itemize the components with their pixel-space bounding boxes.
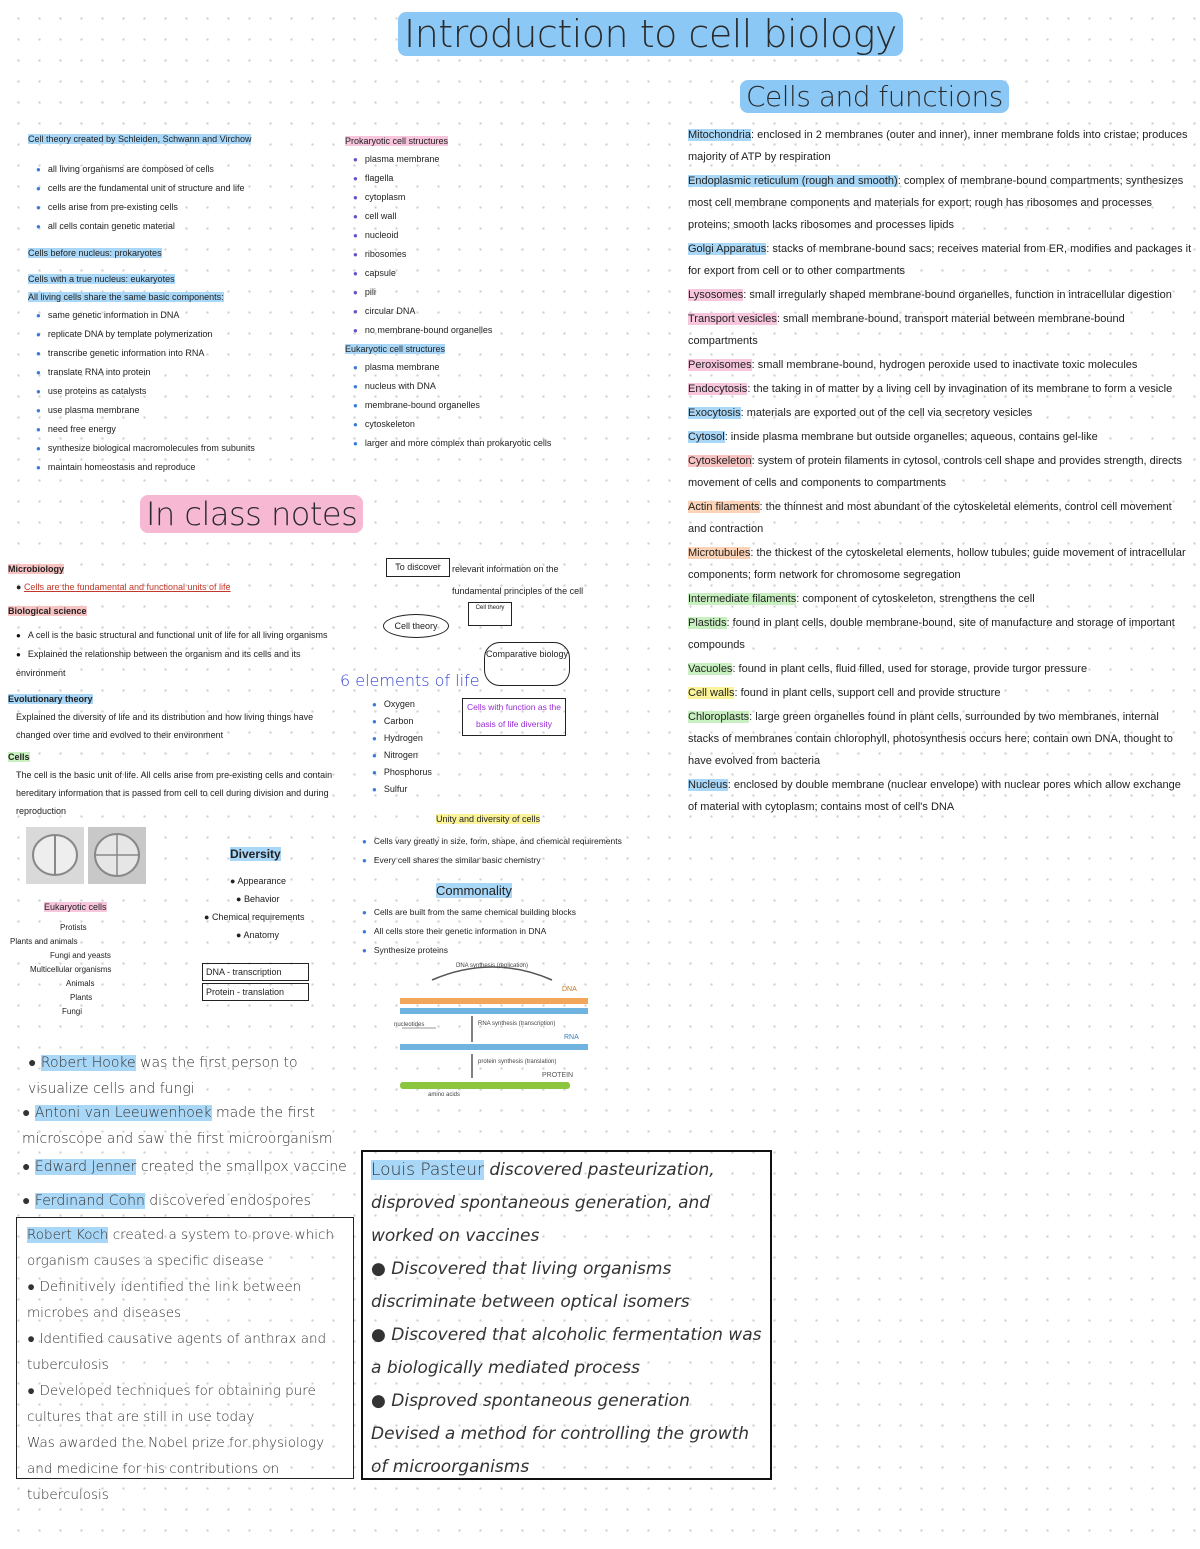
list-item: ● Phosphorus — [372, 764, 432, 781]
list-item: Plants and animals — [10, 937, 78, 946]
koch-nobel: Was awarded the Nobel prize for physiology and medicine for his contributions on tuberculosis — [27, 1435, 325, 1503]
pasteur-last: Devised a method for controlling the growth of microorganisms — [371, 1424, 750, 1477]
commonality-heading: Commonality — [436, 883, 512, 898]
organelle-term: Cell walls — [688, 687, 735, 699]
purple-box: Cells with function as the basis of life diversity — [462, 698, 566, 736]
list-item: ● Explained the relationship between the organism and its cells and its environment — [16, 645, 348, 682]
biological-science-list — [8, 626, 348, 682]
organelle-term: Cytoskeleton — [688, 455, 752, 467]
cell-theory-oval: Cell theory — [383, 614, 449, 638]
list-item: ● same genetic information in DNA — [36, 306, 333, 325]
discover-text: relevant information on the fundamental principles of the cell — [452, 564, 584, 596]
protein-label: PROTEIN — [542, 1072, 574, 1079]
unity-section — [362, 810, 652, 960]
commonality-list — [362, 903, 652, 960]
organelle-term: Cytosol — [688, 431, 725, 443]
pasteur-box — [361, 1150, 772, 1480]
list-item: ● need free energy — [36, 420, 333, 439]
organelle-item — [688, 774, 1193, 818]
list-item: ● Discovered that living organisms discriminate between optical isomers — [371, 1259, 690, 1312]
organelle-term: Microtubules — [688, 547, 751, 559]
protein-translation-box: Protein - translation — [202, 983, 309, 1001]
organelle-term: Vacuoles — [688, 663, 733, 675]
list-item: ● Definitively identified the link between microbes and diseases — [27, 1279, 302, 1321]
organelle-term: Chloroplasts — [688, 711, 750, 723]
jenner-note: ● Edward Jenner created the smallpox vaccine — [22, 1159, 347, 1175]
list-item: ● Developed techniques for obtaining pure cultures that are still in use today — [27, 1383, 316, 1425]
organelle-list — [688, 124, 1193, 820]
amino-acids-label: amino acids — [428, 1092, 461, 1098]
unity-list — [362, 832, 652, 870]
list-item: ● capsule — [353, 264, 640, 283]
organelle-term: Peroxisomes — [688, 359, 752, 371]
organelle-term: Intermediate filaments — [688, 593, 797, 605]
list-item: ● all cells contain genetic material — [36, 217, 333, 236]
small-box: Cell theory — [468, 602, 512, 626]
cell-structures-section — [345, 132, 640, 453]
organelle-term: Actin filaments — [688, 501, 760, 513]
six-elements-heading: 6 elements of life — [340, 671, 480, 690]
organelle-description: : the thickest of the cytoskeletal elements, hollow tubules; guide movement of intracellular components; form network for chromosome segregation — [688, 547, 1186, 581]
organelle-description: : materials are exported out of the cell via secretory vesicles — [740, 407, 1033, 419]
list-item: ● A cell is the basic structural and functional unit of life for all living organisms — [16, 626, 348, 645]
comparative-biology-box: Comparative biology — [484, 642, 570, 686]
list-item: ● Oxygen — [372, 696, 432, 713]
koch-intro: Robert Koch created a system to prove which organism causes a specific disease — [27, 1227, 334, 1269]
list-item: ● cells are the fundamental unit of structure and life — [36, 179, 333, 198]
organelle-description: : stacks of membrane-bound sacs; receives material from ER, modifies and packages it for export from cell or to other compartments — [688, 243, 1192, 277]
organelle-item — [688, 124, 1193, 168]
pasteur-intro: Louis Pasteur discovered pasteurization, disproved spontaneous generation, and worked on vaccines — [371, 1160, 715, 1246]
list-item: Multicellular organisms — [30, 965, 112, 974]
organelle-item — [688, 402, 1193, 424]
organelle-item — [688, 354, 1193, 376]
organelle-item — [688, 588, 1193, 610]
list-item: ● use plasma membrane — [36, 401, 333, 420]
organelle-description: : found in plant cells, fluid filled, used for storage, provide turgor pressure — [732, 663, 1088, 675]
list-item: ● synthesize biological macromolecules from subunits — [36, 439, 333, 458]
prokaryotic-structures-heading: Prokaryotic cell structures — [345, 136, 449, 146]
rna-label: RNA — [564, 1034, 579, 1041]
organelle-item — [688, 378, 1193, 400]
organelle-description: : small membrane-bound, hydrogen peroxide used to inactivate toxic molecules — [751, 359, 1138, 371]
protein-synthesis-label: protein synthesis (translation) — [478, 1059, 557, 1065]
list-item: ● larger and more complex than prokaryotic cells — [353, 434, 640, 453]
eukaryotic-structures-list — [345, 358, 640, 453]
organelle-term: Mitochondria — [688, 129, 751, 141]
list-item: ● transcribe genetic information into RNA — [36, 344, 333, 363]
organelle-term: Exocytosis — [688, 407, 741, 419]
list-item: ● Hydrogen — [372, 730, 432, 747]
list-item: ● cells arise from pre-existing cells — [36, 198, 333, 217]
list-item: ● nucleus with DNA — [353, 377, 640, 396]
organelle-description: : complex of membrane-bound compartments; synthesizes most cell membrane components and materials for export; rough has ribosomes and processes proteins; smooth lacks ribosomes and processes lipids — [688, 175, 1184, 231]
list-item: ● Chemical requirements — [204, 912, 305, 922]
organelle-item — [688, 238, 1193, 282]
organelle-description: : small membrane-bound, transport material between membrane-bound compartments — [688, 313, 1125, 347]
list-item: ● maintain homeostasis and reproduce — [36, 458, 333, 477]
cell-theory-section — [28, 130, 333, 477]
organelle-item — [688, 450, 1193, 494]
list-item: Plants — [70, 993, 93, 1002]
organelle-item — [688, 612, 1193, 656]
cells-fundamental-line: ● Cells are the fundamental and functional units of life — [16, 582, 231, 592]
list-item: ● ribosomes — [353, 245, 640, 264]
shared-components-list — [28, 306, 333, 477]
list-item: ● nucleoid — [353, 226, 640, 245]
koch-box — [16, 1217, 354, 1503]
organelle-description: : found in plant cells, double membrane-bound, site of manufacture and storage of important compounds — [688, 617, 1175, 651]
organelle-term: Lysosomes — [688, 289, 744, 301]
list-item: ● pili — [353, 283, 640, 302]
organelle-description: : found in plant cells, support cell and provide structure — [734, 687, 1001, 699]
list-item: ● Cells are built from the same chemical building blocks — [362, 903, 652, 922]
organelle-term: Nucleus — [688, 779, 728, 791]
organelle-item — [688, 542, 1193, 586]
list-item: Animals — [66, 979, 95, 988]
central-dogma-diagram — [392, 958, 592, 1100]
cohn-note: ● Ferdinand Cohn discovered endospores — [22, 1193, 311, 1209]
list-item: ● replicate DNA by template polymerization — [36, 325, 333, 344]
dna-transcription-box: DNA - transcription — [202, 963, 309, 981]
list-item: ● cytoskeleton — [353, 415, 640, 434]
cell-theory-list — [28, 160, 333, 236]
eukaryotic-cells-heading: Eukaryotic cells — [44, 902, 107, 912]
organelle-item — [688, 308, 1193, 352]
evolution-heading: Evolutionary theory — [8, 694, 93, 704]
organelle-description: : the taking in of matter by a living cell by invagination of its membrane to form a vesicle — [747, 383, 1173, 395]
organelle-item — [688, 496, 1193, 540]
organelle-description: : component of cytoskeleton, strengthens the cell — [796, 593, 1035, 605]
list-item: ● circular DNA — [353, 302, 640, 321]
dna-synthesis-label: DNA synthesis (replication) — [455, 963, 529, 969]
page-title: Introduction to cell biology — [398, 10, 903, 58]
dna-label: DNA — [562, 986, 577, 993]
organelle-description: : the thinnest and most abundant of the cytoskeletal elements, control cell movement and contraction — [688, 501, 1172, 535]
list-item: ● All cells store their genetic information in DNA — [362, 922, 652, 941]
list-item: ● Disproved spontaneous generation — [371, 1391, 690, 1411]
list-item: ● all living organisms are composed of cells — [36, 160, 333, 179]
list-item: Fungi and yeasts — [50, 951, 111, 960]
list-item: ● cytoplasm — [353, 188, 640, 207]
organelle-term: Endocytosis — [688, 383, 748, 395]
list-item: ● cell wall — [353, 207, 640, 226]
prokaryote-label: Cells before nucleus: prokaryotes — [28, 248, 162, 258]
organelle-item — [688, 658, 1193, 680]
list-item: ● Identified causative agents of anthrax and tuberculosis — [27, 1331, 327, 1373]
list-item: ● Appearance — [230, 876, 286, 886]
organelle-description: : system of protein filaments in cytosol, controls cell shape and provides strength, directs movement of cells and components to compartments — [688, 455, 1183, 489]
hooke-note: ● Robert Hooke was the first person to visualize cells and fungi — [28, 1055, 298, 1097]
list-item: ● Carbon — [372, 713, 432, 730]
eukaryotic-structures-heading: Eukaryotic cell structures — [345, 344, 446, 354]
list-item: ● use proteins as catalysts — [36, 382, 333, 401]
list-item: Protists — [60, 923, 87, 932]
list-item: ● plasma membrane — [353, 150, 640, 169]
organelle-description: : large green organelles found in plant cells, surrounded by two membranes, internal stacks of membranes contain chlorophyll, photosynthesis occurs here; contain own DNA, thought to have evolved from bacteria — [688, 711, 1173, 767]
list-item: ● Behavior — [236, 894, 280, 904]
list-item: ● Nitrogen — [372, 747, 432, 764]
evolution-text: Explained the diversity of life and its distribution and how living things have changed over time and evolved to their environment — [16, 712, 314, 740]
rna-synthesis-label: RNA synthesis (transcription) — [478, 1021, 556, 1027]
organelle-description: : small irregularly shaped membrane-bound organelles, function in intracellular digestion — [743, 289, 1172, 301]
cells-heading-small: Cells — [8, 752, 30, 762]
list-item: ● Anatomy — [236, 930, 279, 940]
cell-division-image — [26, 827, 146, 884]
organelle-description: : enclosed by double membrane (nuclear envelope) with nuclear pores which allow exchange of material with cytoplasm; contains most of cell's DNA — [688, 779, 1181, 813]
organelle-term: Endoplasmic reticulum (rough and smooth) — [688, 175, 898, 187]
list-item: ● Discovered that alcoholic fermentation was a biologically mediated process — [371, 1325, 762, 1378]
organelle-item — [688, 706, 1193, 772]
list-item: ● Cells vary greatly in size, form, shape, and chemical requirements — [362, 832, 652, 851]
list-item: ● membrane-bound organelles — [353, 396, 640, 415]
microbiology-heading: Microbiology — [8, 564, 64, 574]
class-notes-left — [8, 560, 348, 820]
list-item: ● Synthesize proteins — [362, 941, 652, 960]
list-item: Fungi — [62, 1007, 83, 1016]
to-discover-box: To discover — [386, 558, 450, 577]
prokaryotic-structures-list — [345, 150, 640, 340]
diversity-heading: Diversity — [230, 847, 281, 861]
list-item: ● no membrane-bound organelles — [353, 321, 640, 340]
elements-list — [372, 696, 432, 798]
diversity-section — [200, 845, 335, 944]
list-item: ● Sulfur — [372, 781, 432, 798]
organelle-item — [688, 426, 1193, 448]
eukaryote-label: Cells with a true nucleus: eukaryotes — [28, 274, 175, 284]
organelle-item — [688, 170, 1193, 236]
class-notes-heading: In class notes — [140, 494, 363, 534]
organelle-term: Plastids — [688, 617, 727, 629]
cell-theory-heading: Cell theory created by Schleiden, Schwann and Virchow — [28, 134, 252, 144]
nucleotides-label: nucleotides — [394, 1022, 425, 1028]
organelle-description: : inside plasma membrane but outside organelles; aqueous, contains gel-like — [724, 431, 1098, 443]
list-item: ● translate RNA into protein — [36, 363, 333, 382]
organelle-item — [688, 682, 1193, 704]
biological-science-heading: Biological science — [8, 606, 87, 616]
eukaryotic-cells-section — [10, 900, 180, 1019]
cells-heading: Cells and functions — [740, 78, 1009, 116]
unity-heading: Unity and diversity of cells — [436, 814, 541, 824]
cells-text: The cell is the basic unit of life. All cells arise from pre-existing cells and contain hereditary information that is passed from cell to cell during division and during reproduction — [16, 770, 333, 816]
list-item: ● flagella — [353, 169, 640, 188]
organelle-description: : enclosed in 2 membranes (outer and inner), inner membrane folds into cristae; produces majority of ATP by respiration — [688, 129, 1188, 163]
organelle-item — [688, 284, 1193, 306]
organelle-term: Transport vesicles — [688, 313, 777, 325]
organelle-term: Golgi Apparatus — [688, 243, 767, 255]
shared-components-label: All living cells share the same basic components: — [28, 292, 224, 302]
leeuwenhoek-note: ● Antoni van Leeuwenhoek made the first microscope and saw the first microorganism — [22, 1105, 333, 1147]
list-item: ● Every cell shares the similar basic chemistry — [362, 851, 652, 870]
list-item: ● plasma membrane — [353, 358, 640, 377]
